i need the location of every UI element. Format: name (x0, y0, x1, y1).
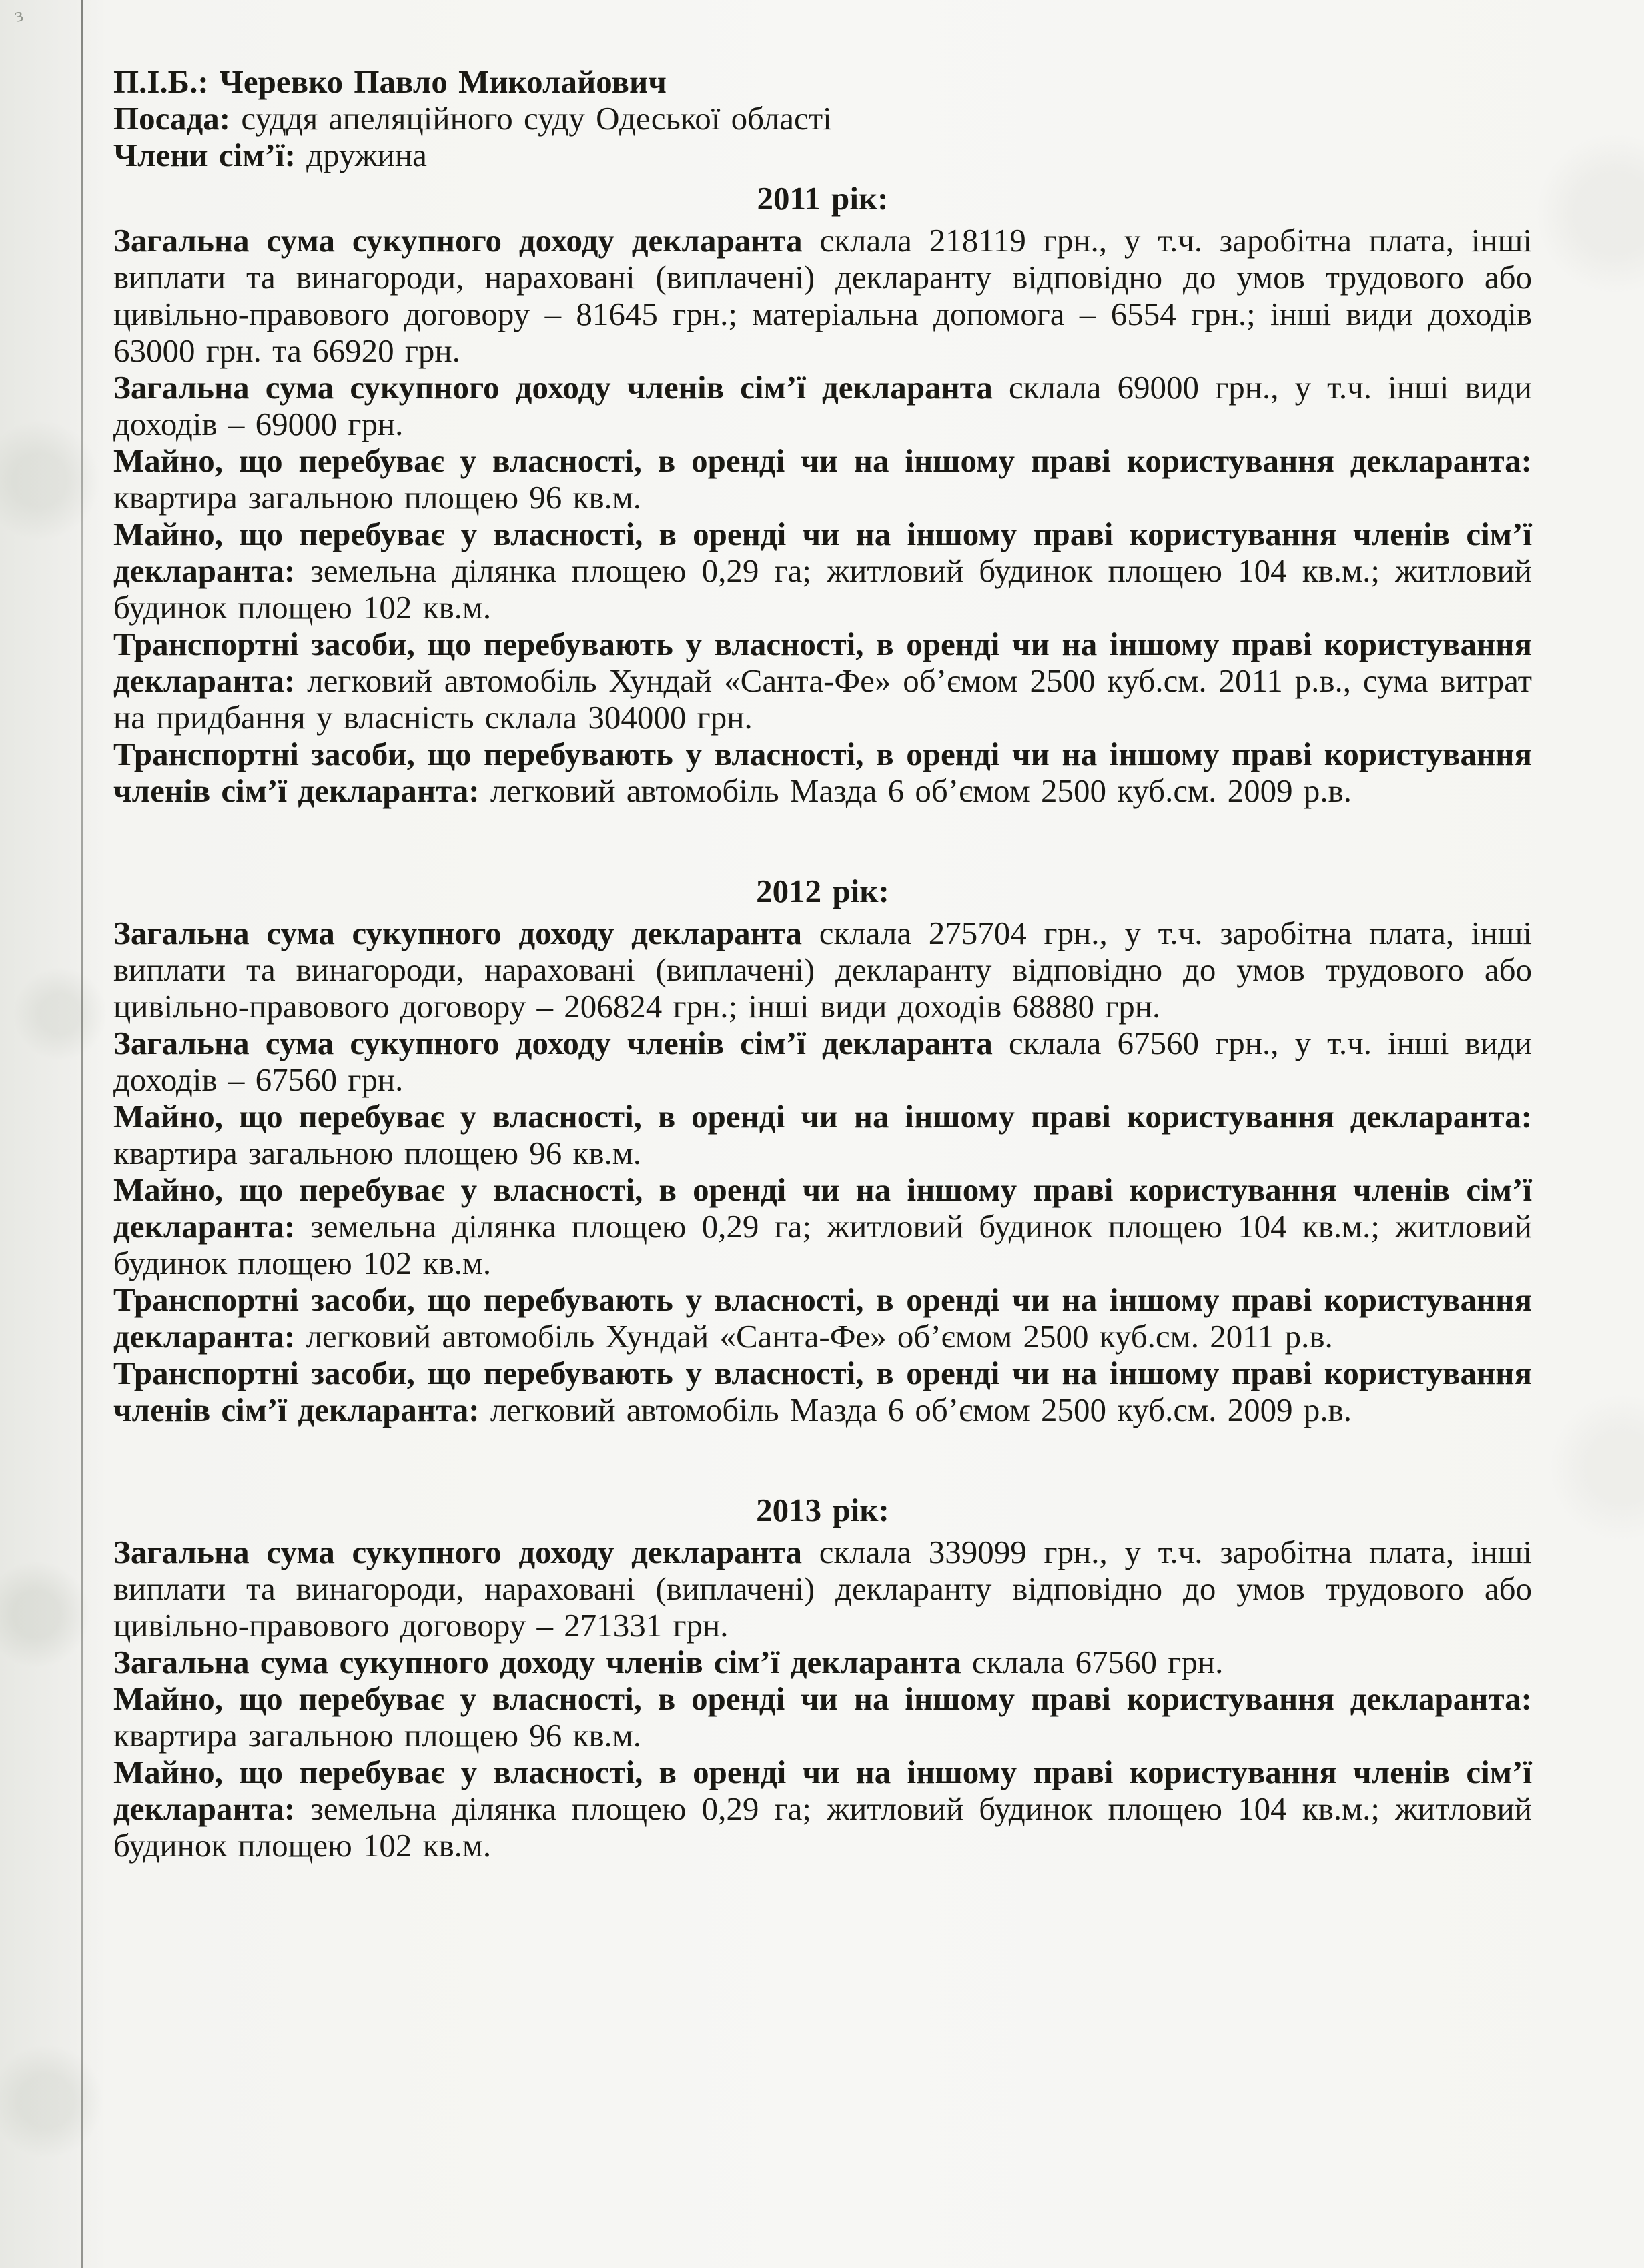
para-lead: Майно, що перебуває у власності, в оренді чи на іншому праві користування декларанта: (113, 1680, 1532, 1717)
para-property-family-2013 (113, 1754, 1532, 1864)
fullname-value: Черевко Павло Миколайович (219, 63, 667, 100)
scan-artifact-mark: ɜ (12, 3, 25, 27)
para-text: склала 67560 грн., у т.ч. інші види доходів – 67560 грн. (113, 1025, 1532, 1098)
section-2013 (113, 1492, 1532, 1864)
para-lead: Майно, що перебуває у власності, в оренді чи на іншому праві користування декларанта: (113, 442, 1532, 479)
para-lead: Майно, що перебуває у власності, в оренді чи на іншому праві користування декларанта: (113, 1098, 1532, 1135)
para-property-declarant-2013 (113, 1680, 1532, 1754)
para-text: склала 275704 грн., у т.ч. заробітна плата, інші виплати та винагороди, нараховані (виплачені) декларанту відповідно до умов трудового або цивільно-правового договору – 206824 грн.; інші види доходів 68880 грн. (113, 915, 1532, 1025)
declaration-document (113, 63, 1532, 1864)
fullname-line (113, 63, 1532, 100)
para-lead: Майно, що перебуває у власності, в оренді чи на іншому праві користування членів сім’ї декларанта: (113, 1171, 1532, 1245)
para-income-family-2013 (113, 1644, 1532, 1680)
para-vehicles-declarant-2012 (113, 1281, 1532, 1355)
position-value: суддя апеляційного суду Одеської області (241, 100, 832, 137)
para-property-declarant-2012 (113, 1098, 1532, 1171)
para-lead: Транспортні засоби, що перебувають у власності, в оренді чи на іншому праві користування членів сім’ї декларанта: (113, 736, 1532, 809)
family-label: Члени сім’ї: (113, 137, 296, 173)
para-lead: Загальна сума сукупного доходу декларанта (113, 222, 803, 259)
para-text: квартира загальною площею 96 кв.м. (113, 1717, 642, 1754)
para-vehicles-family-2012 (113, 1355, 1532, 1428)
para-lead: Транспортні засоби, що перебувають у власності, в оренді чи на іншому праві користування декларанта: (113, 1281, 1532, 1355)
para-lead: Загальна сума сукупного доходу декларанта (113, 1534, 803, 1570)
para-income-family-2012 (113, 1025, 1532, 1098)
para-text: легковий автомобіль Хундай «Санта-Фе» об’ємом 2500 куб.см. 2011 р.в., сума витрат на придбання у власність склала 304000 грн. (113, 662, 1532, 736)
para-text: квартира загальною площею 96 кв.м. (113, 479, 642, 516)
para-lead: Загальна сума сукупного доходу членів сім’ї декларанта (113, 369, 993, 406)
para-income-declarant-2012 (113, 915, 1532, 1025)
para-lead: Транспортні засоби, що перебувають у власності, в оренді чи на іншому праві користування членів сім’ї декларанта: (113, 1355, 1532, 1428)
para-property-declarant-2011 (113, 442, 1532, 516)
section-2011 (113, 180, 1532, 809)
para-property-family-2012 (113, 1171, 1532, 1281)
para-lead: Транспортні засоби, що перебувають у власності, в оренді чи на іншому праві користування декларанта: (113, 626, 1532, 699)
para-text: легковий автомобіль Хундай «Санта-Фе» об’ємом 2500 куб.см. 2011 р.в. (295, 1318, 1333, 1355)
para-text: склала 67560 грн. (961, 1644, 1224, 1680)
fullname-label: П.І.Б.: (113, 63, 209, 100)
para-text: легковий автомобіль Мазда 6 об’ємом 2500 куб.см. 2009 р.в. (479, 772, 1352, 809)
para-text: легковий автомобіль Мазда 6 об’ємом 2500 куб.см. 2009 р.в. (479, 1391, 1352, 1428)
scan-edge-line (81, 0, 83, 2268)
para-lead: Майно, що перебуває у власності, в оренді чи на іншому праві користування членів сім’ї декларанта: (113, 1754, 1532, 1827)
para-text: квартира загальною площею 96 кв.м. (113, 1135, 642, 1171)
para-lead: Загальна сума сукупного доходу членів сім’ї декларанта (113, 1644, 961, 1680)
section-title-2011: 2011 рік: (757, 180, 889, 217)
para-text: земельна ділянка площею 0,29 га; житловий будинок площею 104 кв.м.; житловий будинок площею 102 кв.м. (113, 1790, 1532, 1864)
para-vehicles-family-2011 (113, 736, 1532, 809)
family-value: дружина (306, 137, 427, 173)
para-income-declarant-2011 (113, 222, 1532, 369)
para-text: земельна ділянка площею 0,29 га; житловий будинок площею 104 кв.м.; житловий будинок площею 102 кв.м. (113, 552, 1532, 626)
position-line (113, 100, 1532, 137)
para-text: земельна ділянка площею 0,29 га; житловий будинок площею 104 кв.м.; житловий будинок площею 102 кв.м. (113, 1208, 1532, 1281)
para-vehicles-declarant-2011 (113, 626, 1532, 736)
section-title-2012: 2012 рік: (756, 873, 889, 909)
para-income-declarant-2013 (113, 1534, 1532, 1644)
para-income-family-2011 (113, 369, 1532, 442)
para-lead: Загальна сума сукупного доходу декларанта (113, 915, 803, 951)
para-text: склала 339099 грн., у т.ч. заробітна плата, інші виплати та винагороди, нараховані (виплачені) декларанту відповідно до умов трудового або цивільно-правового договору – 271331 грн. (113, 1534, 1532, 1644)
section-title-2013: 2013 рік: (756, 1492, 889, 1528)
para-text: склала 218119 грн., у т.ч. заробітна плата, інші виплати та винагороди, нараховані (виплачені) декларанту відповідно до умов трудового або цивільно-правового договору – 81645 грн.; матеріальна допомога – 6554 грн.; інші види доходів 63000 грн. та 66920 грн. (113, 222, 1532, 369)
family-line (113, 137, 1532, 173)
para-lead: Майно, що перебуває у власності, в оренді чи на іншому праві користування членів сім’ї декларанта: (113, 516, 1532, 589)
position-label: Посада: (113, 100, 231, 137)
section-2012 (113, 873, 1532, 1428)
para-lead: Загальна сума сукупного доходу членів сім’ї декларанта (113, 1025, 993, 1061)
para-property-family-2011 (113, 516, 1532, 626)
para-text: склала 69000 грн., у т.ч. інші види доходів – 69000 грн. (113, 369, 1532, 442)
